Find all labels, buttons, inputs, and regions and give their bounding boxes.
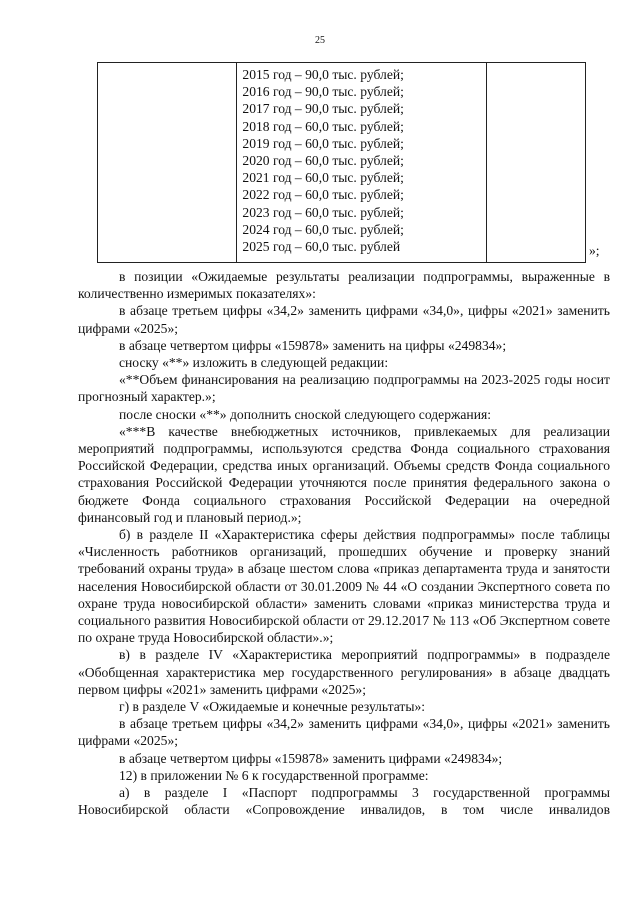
paragraph: «***В качестве внебюджетных источников, привлекаемых для реализации мероприятий подпрограммы, используются средства Фонда социального страхования Российской Федерации, средства иных организаций. Объемы средств Фонда социального страхования Российской Федерации уточняются после принятия федерального закона о бюджете Фонда социального страхования Российской Федерации на очередной финансовый год и плановый период.»;: [78, 423, 610, 525]
year-line: 2019 год – 60,0 тыс. рублей;: [242, 135, 404, 151]
year-line: 2022 год – 60,0 тыс. рублей;: [242, 187, 404, 203]
page-number: 25: [315, 35, 325, 46]
year-line: 2024 год – 60,0 тыс. рублей;: [242, 221, 404, 237]
year-line: 2016 год – 90,0 тыс. рублей;: [242, 84, 404, 100]
year-line: 2018 год – 60,0 тыс. рублей;: [242, 118, 404, 134]
year-line: 2020 год – 60,0 тыс. рублей;: [242, 152, 404, 168]
paragraph: «**Объем финансирования на реализацию подпрограммы на 2023-2025 годы носит прогнозный характер.»;: [78, 372, 610, 405]
year-line: 2015 год – 90,0 тыс. рублей;: [242, 67, 404, 82]
budget-table-block: [97, 62, 604, 263]
empty-left-cell: [98, 63, 237, 263]
year-line: 2025 год – 60,0 тыс. рублей: [242, 238, 401, 254]
empty-right-cell: [486, 63, 585, 263]
paragraph: в абзаце четвертом цифры «159878» заменить на цифры «249834»;: [119, 337, 507, 353]
paragraph: а) в разделе I «Паспорт подпрограммы 3 государственной программы Новосибирской области «Сопровождение инвалидов, в том числе инвалидов: [78, 785, 610, 818]
table-closing-quote: »;: [589, 243, 600, 258]
paragraph: в абзаце третьем цифры «34,2» заменить цифрами «34,0», цифры «2021» заменить цифрами «2025»;: [78, 303, 610, 336]
paragraph: в абзаце четвертом цифры «159878» заменить цифрами «249834»;: [119, 750, 503, 766]
paragraph: б) в разделе II «Характеристика сферы действия подпрограммы» после таблицы «Численность работников организаций, прошедших обучение и проверку знаний требований охраны труда» в абзаце шестом слова «приказ департамента труда и занятости населения Новосибирской области от 30.01.2009 № 44 «О создании Экспертного совета по охране труда новосибирской области» заменить словами «приказ министерства труда и социального развития Новосибирской области от 29.12.2017 № 113 «Об Экспертном совете по охране труда Новосибирской области».»;: [78, 527, 610, 646]
table-row: [98, 63, 586, 263]
year-line: 2021 год – 60,0 тыс. рублей;: [242, 170, 404, 186]
paragraph: после сноски «**» дополнить сноской следующего содержания:: [119, 406, 492, 422]
document-body: [78, 268, 610, 819]
years-cell: [237, 63, 486, 263]
budget-table: [97, 62, 586, 263]
paragraph: сноску «**» изложить в следующей редакции:: [119, 355, 389, 371]
paragraph: 12) в приложении № 6 к государственной программе:: [119, 767, 429, 783]
year-line: 2017 год – 90,0 тыс. рублей;: [242, 101, 404, 117]
paragraph: в) в разделе IV «Характеристика мероприятий подпрограммы» в подразделе «Обобщенная характеристика мер государственного регулирования» в абзаце двадцать первом цифры «2021» заменить цифрами «2025»;: [78, 647, 610, 697]
paragraph: г) в разделе V «Ожидаемые и конечные результаты»:: [119, 699, 426, 715]
year-line: 2023 год – 60,0 тыс. рублей;: [242, 204, 404, 220]
paragraph: в позиции «Ожидаемые результаты реализации подпрограммы, выраженные в количественно измеримых показателях»:: [78, 269, 610, 302]
paragraph: в абзаце третьем цифры «34,2» заменить цифрами «34,0», цифры «2021» заменить цифрами «2025»;: [78, 716, 610, 749]
